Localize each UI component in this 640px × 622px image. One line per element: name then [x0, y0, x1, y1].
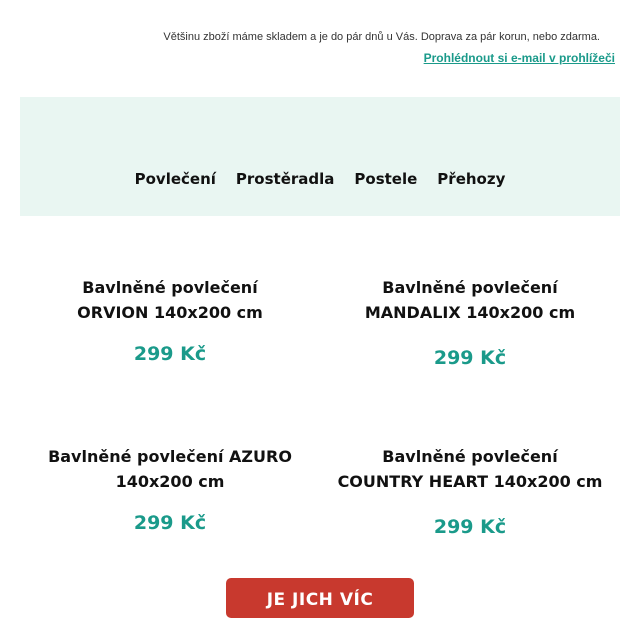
- product-name-line2: ORVION 140x200 cm: [77, 303, 263, 322]
- product-name[interactable]: [20, 444, 320, 494]
- product-price: 299 Kč: [133, 512, 207, 534]
- product-card-orvion[interactable]: [20, 275, 320, 365]
- product-price: 299 Kč: [433, 347, 507, 369]
- more-products-button[interactable]: JE JICH VÍC: [226, 578, 414, 618]
- product-name-line1: Bavlněné povlečení: [382, 278, 558, 297]
- product-price: 299 Kč: [433, 516, 507, 538]
- header-banner: [20, 97, 620, 216]
- nav-item-postele[interactable]: Postele: [354, 170, 418, 188]
- product-name-line1: Bavlněné povlečení AZURO: [48, 447, 292, 466]
- product-name[interactable]: [320, 275, 620, 325]
- category-nav: [20, 170, 620, 188]
- nav-item-prosteradla[interactable]: Prostěradla: [235, 170, 335, 188]
- nav-item-prehozy[interactable]: Přehozy: [437, 170, 506, 188]
- product-name-line2: 140x200 cm: [115, 472, 225, 491]
- product-card-mandalix[interactable]: [320, 275, 620, 369]
- product-price: 299 Kč: [133, 343, 207, 365]
- product-name-line1: Bavlněné povlečení: [382, 447, 558, 466]
- product-name-line2: COUNTRY HEART 140x200 cm: [337, 472, 603, 491]
- preheader-text: Většinu zboží máme skladem a je do pár dnů u Vás. Doprava za pár korun, nebo zdarma.: [163, 31, 600, 43]
- product-name[interactable]: [320, 444, 620, 494]
- product-name[interactable]: [20, 275, 320, 325]
- product-card-azuro[interactable]: [20, 444, 320, 534]
- product-name-line2: MANDALIX 140x200 cm: [364, 303, 576, 322]
- product-card-country-heart[interactable]: [320, 444, 620, 538]
- nav-item-povleceni[interactable]: Povlečení: [134, 170, 216, 188]
- view-in-browser-link[interactable]: Prohlédnout si e-mail v prohlížeči: [423, 51, 615, 65]
- product-name-line1: Bavlněné povlečení: [82, 278, 258, 297]
